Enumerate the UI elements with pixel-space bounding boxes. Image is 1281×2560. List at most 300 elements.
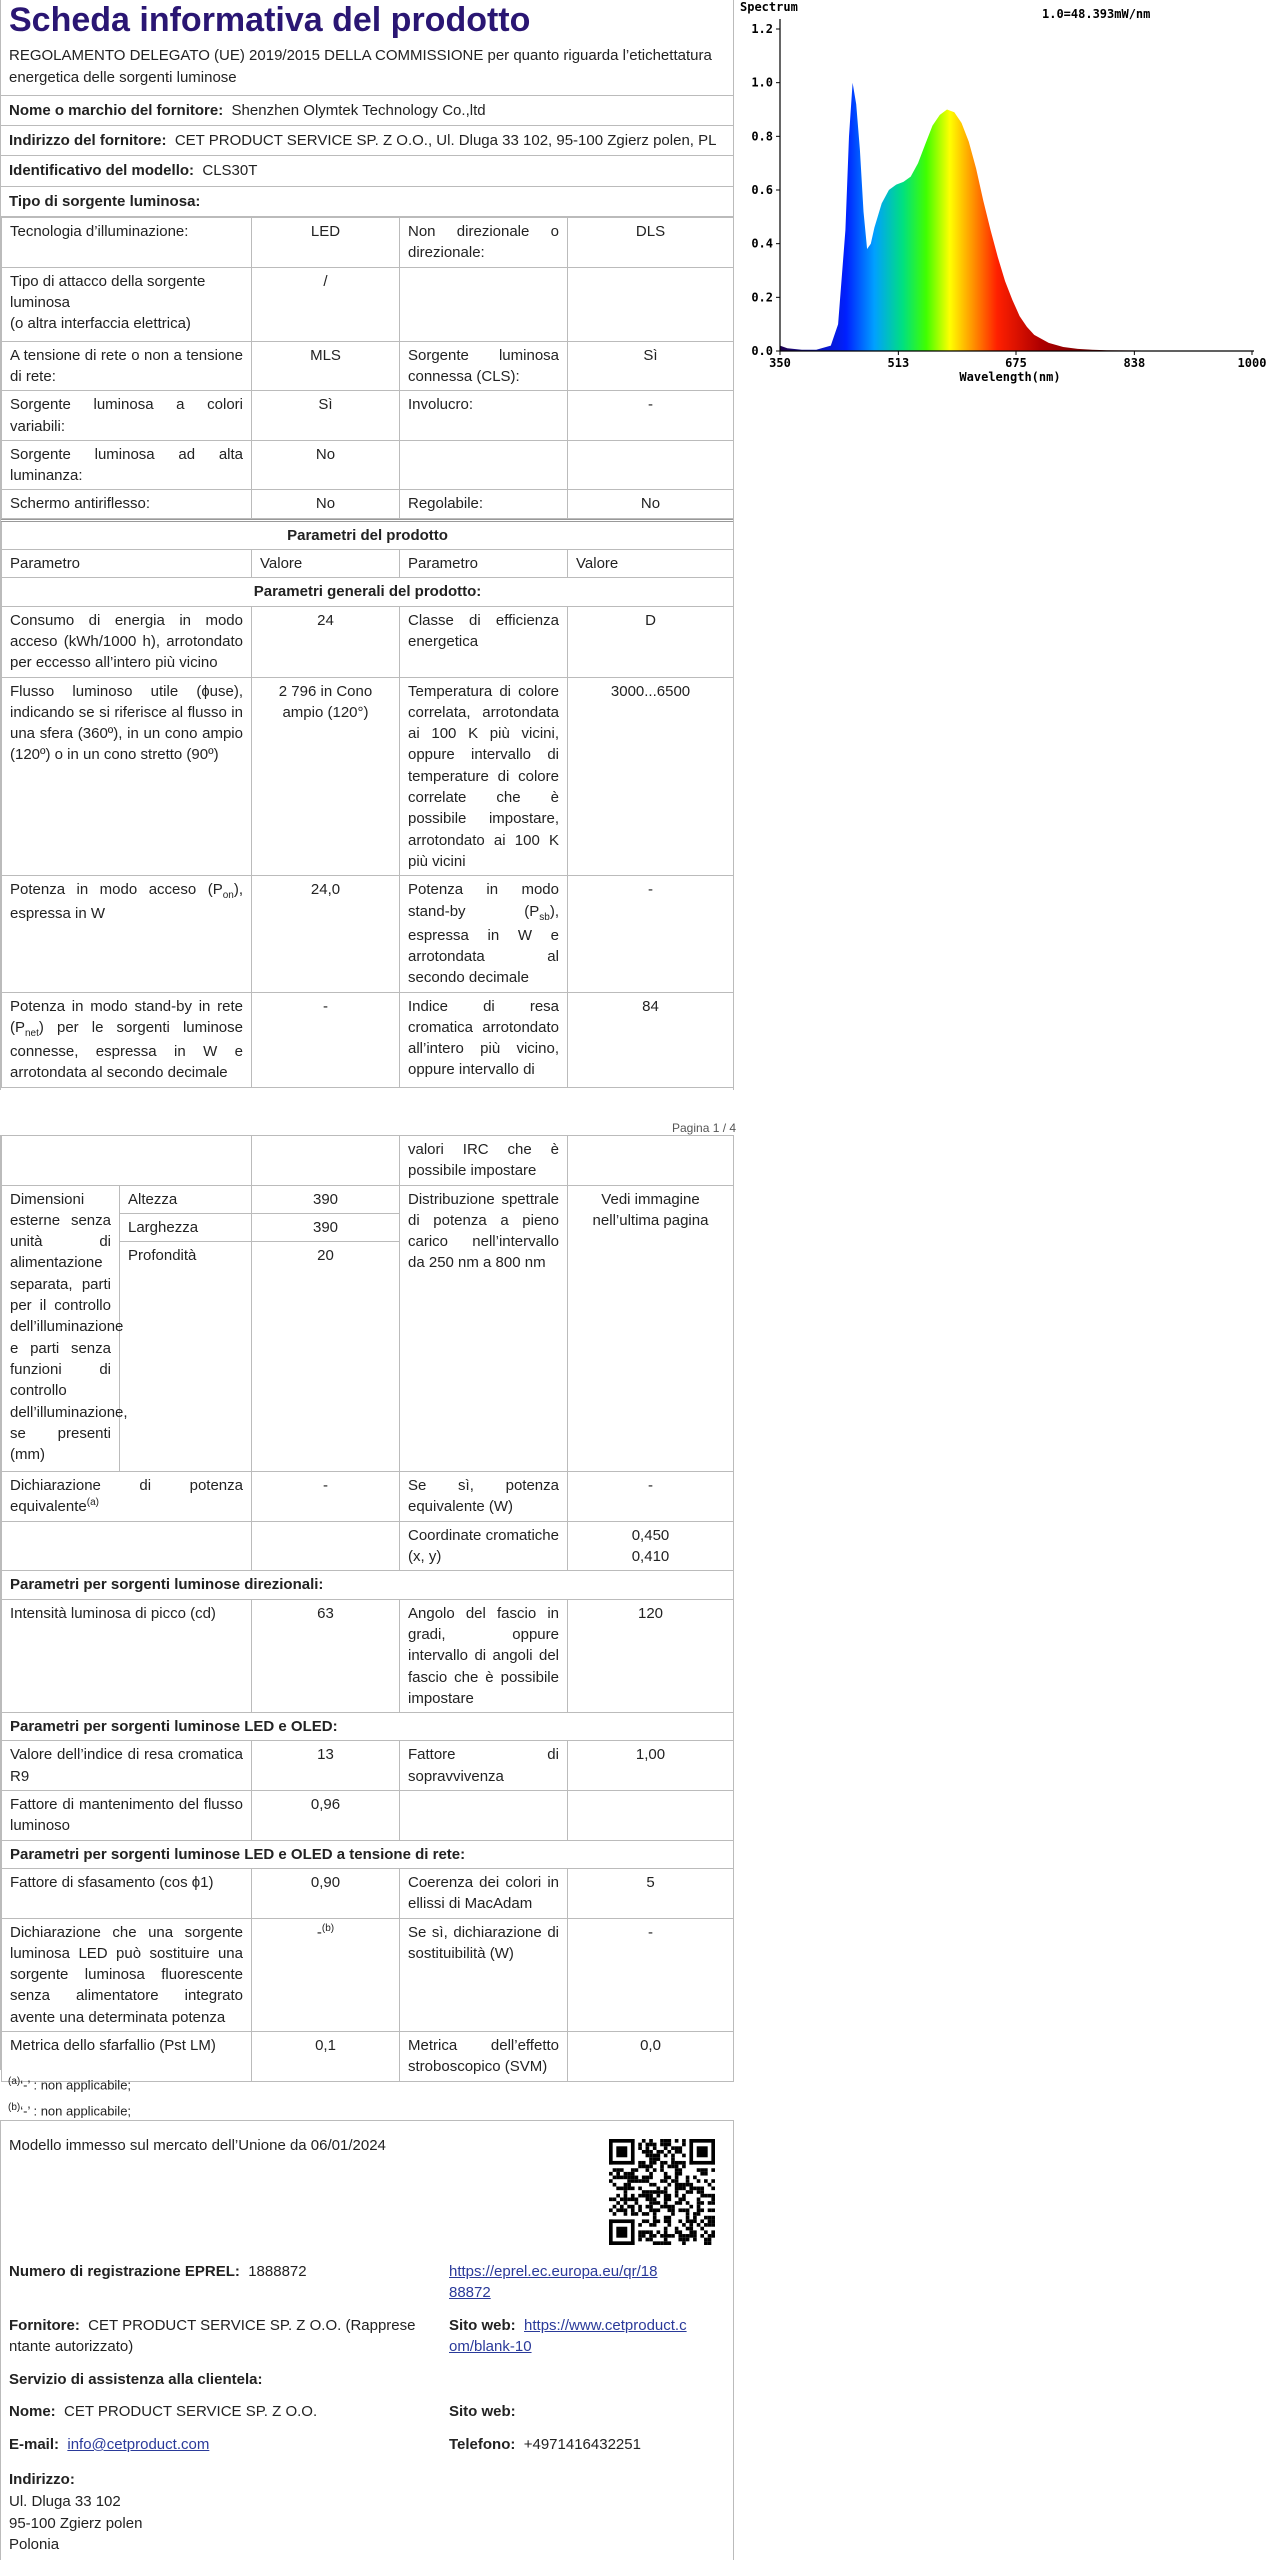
- qr-module: [667, 2176, 671, 2180]
- eprel-link-line2[interactable]: 88872: [449, 2284, 491, 2302]
- qr-module: [649, 2197, 653, 2201]
- qr-module: [649, 2165, 653, 2169]
- page-header: [1, 0, 733, 96]
- qr-module: [624, 2187, 628, 2191]
- qr-module: [675, 2179, 679, 2183]
- qr-module: [671, 2179, 675, 2183]
- column-header: Parametro: [400, 550, 568, 578]
- qr-module: [657, 2194, 661, 2198]
- qr-module: [675, 2139, 679, 2143]
- phone-value: +4971416432251: [523, 2436, 641, 2453]
- cell-label: Dichiarazione che una sorgente luminosa LED può sostituire una sorgente luminosa fluorescente senza alimentatore integrato avente una determinata potenza: [2, 1918, 252, 2031]
- qr-module: [657, 2201, 661, 2205]
- qr-module: [664, 2227, 668, 2231]
- qr-module: [682, 2238, 686, 2242]
- website-link-line1[interactable]: https://www.cetproduct.c: [524, 2317, 687, 2334]
- qr-module: [631, 2172, 635, 2176]
- qr-module: [624, 2172, 628, 2176]
- qr-module: [649, 2154, 653, 2158]
- qr-module: [678, 2187, 682, 2191]
- psb-sub: sb: [539, 911, 550, 923]
- cell-value: LED: [252, 218, 400, 268]
- qr-module: [653, 2208, 657, 2212]
- qr-module: [642, 2179, 646, 2183]
- y-tick-label: 1.0: [751, 75, 773, 90]
- table-row: [2, 1185, 734, 1213]
- source-type-row: [1, 187, 733, 217]
- qr-module: [664, 2190, 668, 2194]
- qr-module: [635, 2176, 639, 2180]
- qr-module: [627, 2187, 631, 2191]
- qr-module: [638, 2165, 642, 2169]
- contact-name-label: Nome:: [9, 2403, 56, 2420]
- qr-module: [624, 2212, 628, 2216]
- qr-module: [649, 2223, 653, 2227]
- qr-module: [635, 2197, 639, 2201]
- qr-module: [671, 2161, 675, 2165]
- footnotes: [8, 2072, 131, 2124]
- footnote-a-mark: (a): [8, 2076, 21, 2087]
- qr-module: [708, 2183, 712, 2187]
- product-parameters-table: [1, 519, 734, 1088]
- cell-label: [400, 876, 568, 992]
- table-row: [2, 267, 734, 341]
- model-value: CLS30T: [202, 162, 258, 180]
- qr-module: [638, 2234, 642, 2238]
- equivalent-power-label: Dichiarazione di potenza equivalente: [10, 1477, 243, 1516]
- qr-module: [627, 2197, 631, 2201]
- cell-label: Regolabile:: [400, 490, 568, 518]
- qr-module: [620, 2197, 624, 2201]
- qr-module: [627, 2176, 631, 2180]
- cell-value: 390: [252, 1213, 400, 1241]
- cell-label: Flusso luminoso utile (ɸuse), indicando se si riferisce al flusso in una sfera (360º), in un cono ampio (120º) o in un cono stretto (90º): [2, 677, 252, 876]
- qr-module: [642, 2212, 646, 2216]
- qr-module: [667, 2197, 671, 2201]
- qr-module: [711, 2187, 715, 2191]
- address-line2: 95-100 Zgierz polen: [9, 2514, 143, 2532]
- qr-module: [660, 2161, 664, 2165]
- qr-module: [664, 2205, 668, 2209]
- chart-plot-area: [751, 19, 1266, 370]
- qr-module: [682, 2187, 686, 2191]
- qr-module: [613, 2212, 617, 2216]
- qr-module: [646, 2194, 650, 2198]
- qr-module: [686, 2227, 690, 2231]
- cell-value: 20: [252, 1242, 400, 1472]
- qr-module: [653, 2161, 657, 2165]
- qr-module: [613, 2168, 617, 2172]
- qr-finder: [609, 2241, 635, 2245]
- qr-module: [657, 2190, 661, 2194]
- qr-module: [689, 2183, 693, 2187]
- qr-module: [642, 2176, 646, 2180]
- cell-empty: [400, 1791, 568, 1841]
- qr-module: [686, 2201, 690, 2205]
- qr-module: [711, 2223, 715, 2227]
- cell-label: Larghezza: [120, 1213, 252, 1241]
- qr-module: [704, 2223, 708, 2227]
- qr-module: [704, 2172, 708, 2176]
- qr-module: [616, 2176, 620, 2180]
- cell-value: 0,0: [568, 2032, 734, 2082]
- cell-label: Sorgente luminosa ad alta luminanza:: [2, 440, 252, 490]
- qr-module: [627, 2172, 631, 2176]
- cell-empty: [2, 1136, 252, 1186]
- phone-label: Telefono:: [449, 2436, 516, 2453]
- website-link-line2[interactable]: om/blank-10: [449, 2338, 532, 2356]
- eprel-label: Numero di registrazione EPREL:: [9, 2263, 240, 2280]
- address-label: Indirizzo:: [9, 2471, 75, 2488]
- qr-module: [653, 2143, 657, 2147]
- qr-module: [657, 2187, 661, 2191]
- qr-module: [682, 2197, 686, 2201]
- qr-module: [664, 2139, 668, 2143]
- cell-value: 13: [252, 1741, 400, 1791]
- qr-module: [678, 2238, 682, 2242]
- qr-module: [646, 2238, 650, 2242]
- qr-module: [638, 2161, 642, 2165]
- qr-module: [624, 2208, 628, 2212]
- qr-module: [657, 2241, 661, 2245]
- qr-module: [646, 2179, 650, 2183]
- eprel-link[interactable]: [449, 2261, 657, 2304]
- qr-module: [693, 2234, 697, 2238]
- qr-module: [657, 2154, 661, 2158]
- qr-module: [653, 2157, 657, 2161]
- qr-module: [708, 2208, 712, 2212]
- product-parameters-table-cont: [1, 1135, 734, 2082]
- qr-module: [678, 2161, 682, 2165]
- address-row: [1, 126, 733, 156]
- qr-module: [708, 2219, 712, 2223]
- cell-label: Temperatura di colore correlata, arrotondata ai 100 K più vicini, oppure intervallo di temperature di colore correlate che è possibile impostare, arrotondato ai 100 K più vicini: [400, 677, 568, 876]
- qr-module: [682, 2154, 686, 2158]
- source-type-table: [1, 217, 734, 519]
- table-row: [2, 1521, 734, 1571]
- qr-module: [638, 2146, 642, 2150]
- email-label: E-mail:: [9, 2436, 60, 2453]
- datasheet-page-1: [0, 0, 734, 1090]
- qr-module: [689, 2187, 693, 2191]
- table-row: [2, 1571, 734, 1599]
- supplier-name-line1: CET PRODUCT SERVICE SP. Z O.O. (Rapprese: [88, 2317, 416, 2334]
- qr-module: [653, 2168, 657, 2172]
- qr-module: [693, 2238, 697, 2242]
- cell-value: -: [252, 1472, 400, 1522]
- qr-module: [664, 2154, 668, 2158]
- qr-module: [649, 2234, 653, 2238]
- qr-module: [635, 2212, 639, 2216]
- qr-module: [616, 2168, 620, 2172]
- qr-module: [711, 2201, 715, 2205]
- cell-empty: [568, 1136, 734, 1186]
- qr-module: [671, 2165, 675, 2169]
- qr-module: [664, 2146, 668, 2150]
- cell-label: Classe di efficienza energetica: [400, 606, 568, 677]
- qr-module: [689, 2234, 693, 2238]
- qr-module: [638, 2238, 642, 2242]
- qr-module: [642, 2150, 646, 2154]
- qr-module: [678, 2201, 682, 2205]
- website-row: [449, 2315, 687, 2358]
- qr-module: [620, 2205, 624, 2209]
- qr-module: [700, 2219, 704, 2223]
- qr-module: [609, 2172, 613, 2176]
- qr-module: [708, 2234, 712, 2238]
- qr-module: [660, 2168, 664, 2172]
- chart-title: Spectrum: [740, 0, 798, 14]
- qr-module: [711, 2208, 715, 2212]
- x-tick-label: 513: [887, 356, 910, 370]
- qr-module: [616, 2208, 620, 2212]
- qr-finder: [689, 2139, 715, 2143]
- eprel-row: [9, 2261, 307, 2282]
- qr-module: [660, 2179, 664, 2183]
- qr-module: [697, 2223, 701, 2227]
- qr-finder: [631, 2139, 635, 2165]
- qr-module: [664, 2219, 668, 2223]
- cell-value: -: [568, 1918, 734, 2031]
- footnote-b-text: ‘-’ : non applicabile;: [20, 2103, 132, 2119]
- qr-module: [682, 2143, 686, 2147]
- qr-module: [657, 2230, 661, 2234]
- cell-value: Sì: [252, 391, 400, 441]
- section-header: Parametri generali del prodotto:: [2, 578, 734, 606]
- qr-module: [667, 2194, 671, 2198]
- qr-module: [642, 2219, 646, 2223]
- qr-module: [613, 2205, 617, 2209]
- qr-module: [689, 2205, 693, 2209]
- qr-module: [689, 2230, 693, 2234]
- qr-module: [711, 2197, 715, 2201]
- website-label: Sito web:: [449, 2317, 516, 2334]
- cell-label: Involucro:: [400, 391, 568, 441]
- table-row: [2, 218, 734, 268]
- qr-module: [649, 2194, 653, 2198]
- qr-module: [649, 2150, 653, 2154]
- table-row: [2, 1868, 734, 1918]
- cell-value: 63: [252, 1599, 400, 1712]
- address-label: Indirizzo del fornitore:: [9, 132, 167, 150]
- qr-module: [642, 2234, 646, 2238]
- qr-module: [609, 2197, 613, 2201]
- contact-website-label: Sito web:: [449, 2403, 516, 2420]
- pnet-sub: net: [25, 1027, 39, 1039]
- qr-module: [660, 2139, 664, 2143]
- qr-module: [646, 2219, 650, 2223]
- qr-module: [631, 2197, 635, 2201]
- cell-label: Coordinate cromatiche (x, y): [400, 1521, 568, 1571]
- qr-module: [649, 2139, 653, 2143]
- qr-module: [697, 2197, 701, 2201]
- qr-module: [671, 2212, 675, 2216]
- qr-module: [697, 2179, 701, 2183]
- replacement-value: -: [316, 1923, 322, 1941]
- qr-finder: [689, 2161, 715, 2165]
- qr-module: [646, 2176, 650, 2180]
- qr-module: [660, 2165, 664, 2169]
- table-row: [2, 1741, 734, 1791]
- cell-value: No: [568, 490, 734, 518]
- email-link[interactable]: info@cetproduct.com: [67, 2436, 210, 2453]
- qr-module: [653, 2216, 657, 2220]
- pon-label-a: Potenza in modo acceso (P: [10, 881, 223, 899]
- qr-module: [678, 2150, 682, 2154]
- y-tick-label: 0.6: [751, 183, 773, 197]
- qr-code-icon[interactable]: [609, 2139, 715, 2245]
- qr-module: [697, 2205, 701, 2209]
- eprel-link-line1[interactable]: https://eprel.ec.europa.eu/qr/18: [449, 2263, 658, 2280]
- cell-label: Fattore di mantenimento del flusso luminoso: [2, 1791, 252, 1841]
- qr-module: [675, 2227, 679, 2231]
- qr-module: [649, 2161, 653, 2165]
- qr-module: [631, 2212, 635, 2216]
- qr-module: [686, 2219, 690, 2223]
- qr-module: [704, 2179, 708, 2183]
- cell-label: [2, 267, 252, 341]
- table-row: [2, 1472, 734, 1522]
- qr-module: [609, 2179, 613, 2183]
- qr-module: [646, 2154, 650, 2158]
- qr-module: [693, 2212, 697, 2216]
- qr-module: [667, 2139, 671, 2143]
- qr-module: [671, 2146, 675, 2150]
- qr-module: [700, 2168, 704, 2172]
- section-header: Parametri per sorgenti luminose LED e OLED a tensione di rete:: [2, 1840, 734, 1868]
- qr-module: [646, 2168, 650, 2172]
- qr-module: [675, 2168, 679, 2172]
- qr-module: [653, 2223, 657, 2227]
- qr-module: [678, 2146, 682, 2150]
- cap-type-label: Tipo di attacco della sorgente luminosa: [10, 272, 206, 311]
- qr-module: [693, 2230, 697, 2234]
- qr-module: [671, 2208, 675, 2212]
- qr-module: [664, 2194, 668, 2198]
- qr-module: [700, 2190, 704, 2194]
- cell-empty: [568, 267, 734, 341]
- qr-module: [667, 2205, 671, 2209]
- cell-value: No: [252, 490, 400, 518]
- cell-value: Sì: [568, 341, 734, 391]
- x-tick-label: 838: [1123, 356, 1146, 370]
- qr-module: [675, 2176, 679, 2180]
- qr-finder: [609, 2161, 635, 2165]
- qr-module: [693, 2187, 697, 2191]
- qr-module: [686, 2176, 690, 2180]
- cell-value: D: [568, 606, 734, 677]
- qr-finder: [609, 2219, 635, 2223]
- cell-label: Indice di resa cromatica arrotondato all’intero più vicino, oppure intervallo di: [400, 992, 568, 1087]
- qr-module: [711, 2219, 715, 2223]
- qr-module: [660, 2241, 664, 2245]
- column-header: Valore: [568, 550, 734, 578]
- cell-value: No: [252, 440, 400, 490]
- footnote-b-mark: (b): [8, 2102, 21, 2114]
- table-row: [2, 520, 734, 549]
- qr-module: [704, 2194, 708, 2198]
- qr-module: [649, 2205, 653, 2209]
- qr-module: [631, 2187, 635, 2191]
- cell-value: 0,96: [252, 1791, 400, 1841]
- qr-module: [697, 2201, 701, 2205]
- qr-module: [664, 2241, 668, 2245]
- cell-value: 84: [568, 992, 734, 1087]
- qr-module: [686, 2208, 690, 2212]
- y-tick-label: 0.4: [751, 236, 773, 251]
- qr-module: [613, 2176, 617, 2180]
- table-row: [2, 440, 734, 490]
- table-row: [2, 606, 734, 677]
- qr-module: [700, 2187, 704, 2191]
- qr-module: [649, 2143, 653, 2147]
- qr-module: [708, 2241, 712, 2245]
- qr-module: [638, 2143, 642, 2147]
- qr-module: [671, 2157, 675, 2161]
- qr-module: [689, 2190, 693, 2194]
- footnote-ref: (b): [321, 1922, 335, 1934]
- qr-module: [678, 2172, 682, 2176]
- table-row: [2, 677, 734, 876]
- qr-module: [704, 2241, 708, 2245]
- qr-module: [697, 2187, 701, 2191]
- footnote-a-text: ‘-’ : non applicabile;: [20, 2077, 132, 2093]
- qr-module: [671, 2154, 675, 2158]
- qr-module: [624, 2176, 628, 2180]
- table-row: [2, 1840, 734, 1868]
- table-row: [2, 1713, 734, 1741]
- qr-module: [653, 2212, 657, 2216]
- x-tick-label: 675: [1005, 356, 1027, 370]
- qr-module: [675, 2150, 679, 2154]
- qr-module: [667, 2165, 671, 2169]
- qr-module: [675, 2146, 679, 2150]
- qr-module: [675, 2201, 679, 2205]
- qr-module: [708, 2194, 712, 2198]
- psb-label-a: Potenza in modo stand-by (P: [408, 881, 559, 920]
- cell-label: [2, 992, 252, 1087]
- cell-value: -: [568, 391, 734, 441]
- supplier-name-line2: ntante autorizzato): [9, 2338, 134, 2356]
- qr-module: [682, 2165, 686, 2169]
- qr-module: [664, 2216, 668, 2220]
- column-header: Valore: [252, 550, 400, 578]
- qr-module: [638, 2205, 642, 2209]
- qr-module: [638, 2179, 642, 2183]
- cell-empty: [568, 440, 734, 490]
- cell-value: 24: [252, 606, 400, 677]
- model-label: Identificativo del modello:: [9, 162, 195, 180]
- cell-label: Fattore di sfasamento (cos ϕ1): [2, 1868, 252, 1918]
- pnet-label-b: ) per le sorgenti luminose connesse, espressa in W e arrotondata al secondo decimale: [10, 1018, 243, 1082]
- cell-empty: [400, 440, 568, 490]
- page-title: Scheda informativa del prodotto: [9, 1, 531, 39]
- qr-module: [682, 2223, 686, 2227]
- x-tick-label: 350: [769, 356, 791, 370]
- qr-finder: [689, 2139, 693, 2165]
- qr-module: [708, 2238, 712, 2242]
- x-tick-label: 1000: [1237, 356, 1267, 370]
- qr-module: [653, 2201, 657, 2205]
- qr-module: [678, 2234, 682, 2238]
- qr-finder: [711, 2139, 715, 2165]
- table-row: [2, 1918, 734, 2031]
- cell-empty: [2, 1521, 252, 1571]
- qr-module: [660, 2150, 664, 2154]
- y-tick-label: 0.2: [751, 290, 773, 305]
- qr-module: [686, 2216, 690, 2220]
- qr-module: [646, 2205, 650, 2209]
